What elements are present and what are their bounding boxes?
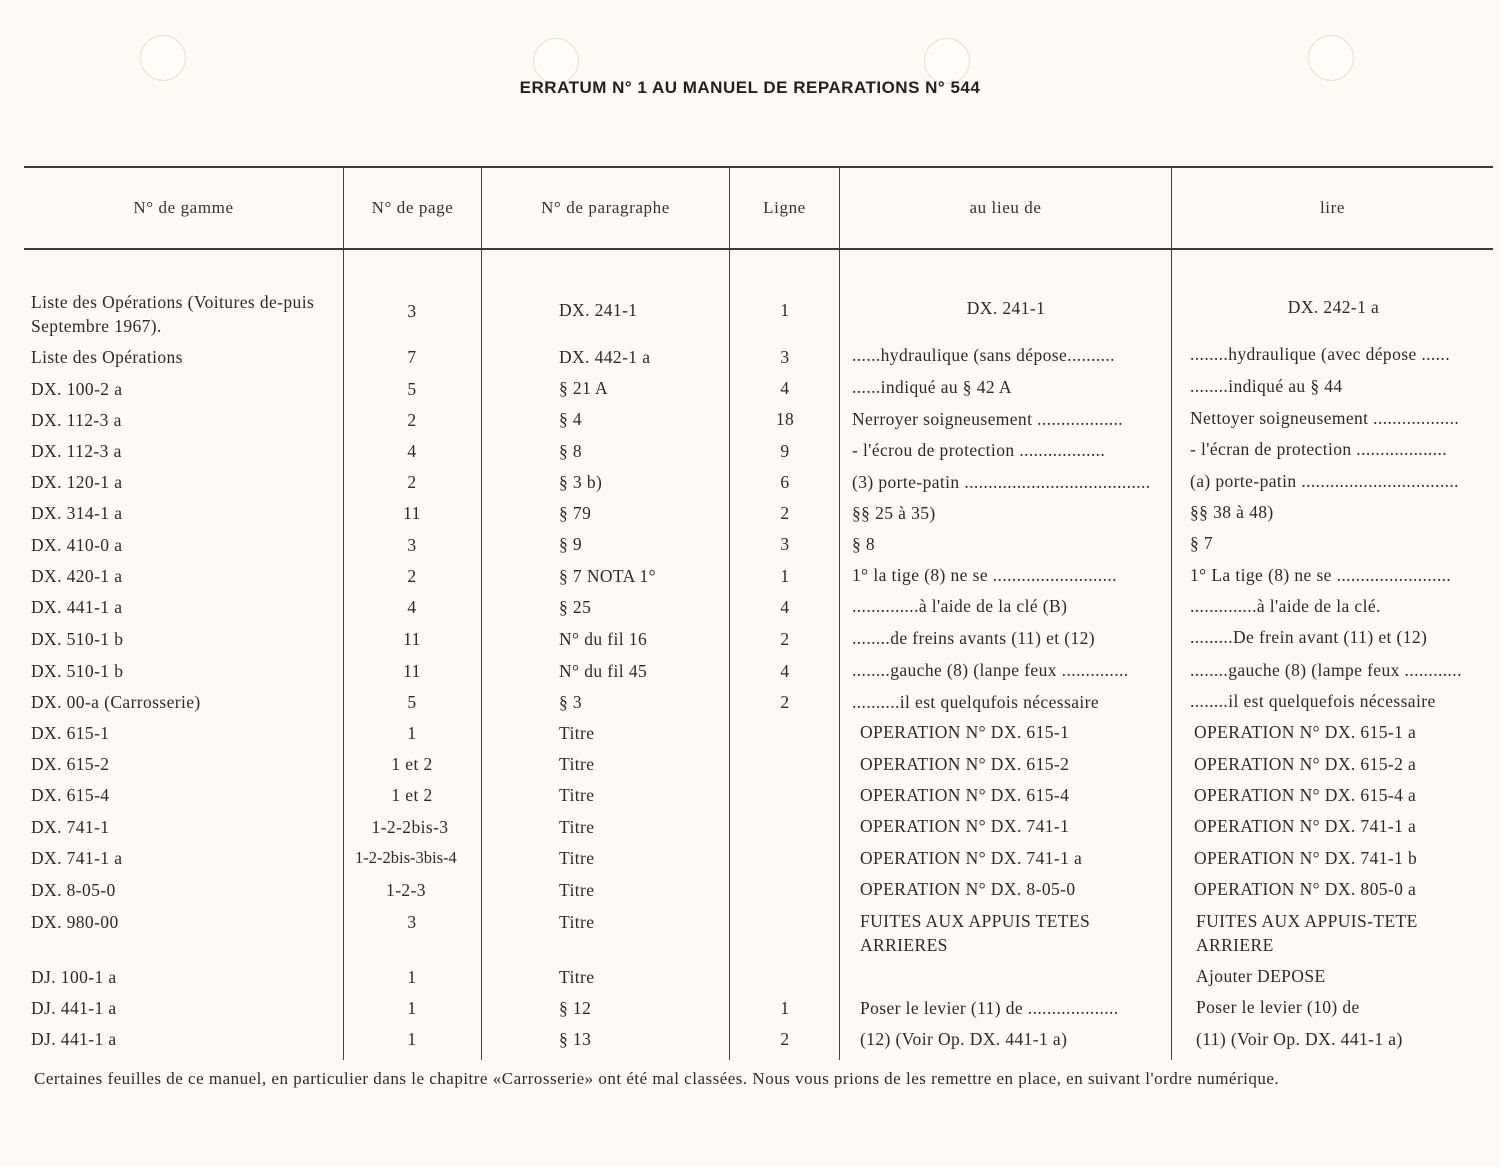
cell-ligne: 4	[780, 378, 790, 398]
cell-page: 1-2-2bis-3	[371, 817, 449, 837]
cell-gamme: DJ. 441-1 a	[31, 998, 117, 1018]
cell-paragraphe: Titre	[559, 880, 595, 900]
cell-gamme: DX. 741-1 a	[31, 848, 123, 868]
cell-au-lieu-de: OPERATION N° DX. 8-05-0	[860, 879, 1076, 899]
cell-au-lieu-de: OPERATION N° DX. 741-1	[860, 816, 1070, 836]
cell-au-lieu-de: Nerroyer soigneusement ..................	[852, 409, 1124, 429]
cell-ligne: 4	[780, 597, 790, 617]
cell-page: 2	[407, 566, 417, 586]
cell-page: 3	[407, 535, 417, 555]
cell-paragraphe: Titre	[559, 848, 595, 868]
cell-page: 11	[403, 661, 421, 681]
cell-au-lieu-de: OPERATION N° DX. 741-1 a	[860, 848, 1083, 868]
cell-au-lieu-de: ........gauche (8) (lanpe feux ..............	[852, 660, 1129, 680]
cell-au-lieu-de: ..............à l'aide de la clé (B)	[852, 596, 1068, 616]
cell-paragraphe: § 25	[559, 597, 592, 617]
cell-paragraphe: § 12	[559, 998, 592, 1018]
cell-au-lieu-de: (12) (Voir Op. DX. 441-1 a)	[860, 1029, 1068, 1049]
cell-page: 3	[407, 301, 417, 321]
cell-lire: §§ 38 à 48)	[1190, 502, 1274, 522]
cell-page: 11	[403, 629, 421, 649]
cell-ligne: 9	[780, 441, 790, 461]
cell-ligne: 4	[780, 661, 790, 681]
cell-paragraphe: § 3 b)	[559, 472, 603, 492]
cell-paragraphe: Titre	[559, 912, 595, 932]
cell-ligne: 3	[780, 347, 790, 367]
cell-ligne: 1	[780, 300, 790, 320]
cell-paragraphe: N° du fil 16	[559, 629, 648, 649]
cell-gamme: DX. 615-4	[31, 785, 110, 805]
cell-paragraphe: § 3	[559, 692, 583, 712]
column-divider	[343, 168, 344, 1060]
cell-paragraphe: § 7 NOTA 1°	[559, 566, 657, 586]
cell-gamme: DX. 615-1	[31, 723, 110, 743]
binder-hole-decoration	[1308, 35, 1354, 81]
cell-lire: Ajouter DEPOSE	[1196, 966, 1326, 986]
cell-page: 7	[407, 347, 417, 367]
cell-lire: .........De frein avant (11) et (12)	[1190, 627, 1428, 647]
column-divider	[839, 168, 840, 1060]
cell-paragraphe: Titre	[559, 785, 595, 805]
cell-lire: ..............à l'aide de la clé.	[1190, 596, 1381, 616]
header-paragraphe: N° de paragraphe	[541, 198, 670, 217]
binder-hole-decoration	[140, 35, 186, 81]
cell-gamme: DX. 120-1 a	[31, 472, 123, 492]
column-divider	[481, 168, 482, 1060]
cell-gamme: DX. 741-1	[31, 817, 110, 837]
cell-paragraphe: N° du fil 45	[559, 661, 648, 681]
cell-page: 11	[403, 503, 421, 523]
cell-page: 3	[407, 912, 417, 932]
cell-au-lieu-de: Poser le levier (11) de ...................	[860, 998, 1119, 1018]
cell-ligne: 2	[780, 629, 790, 649]
cell-ligne: 1	[780, 998, 790, 1018]
cell-page: 4	[407, 597, 417, 617]
cell-au-lieu-de: ........de freins avants (11) et (12)	[852, 628, 1096, 648]
cell-page: 2	[407, 410, 417, 430]
cell-gamme: DJ. 441-1 a	[31, 1029, 117, 1049]
cell-paragraphe: § 21 A	[559, 378, 609, 398]
cell-lire: OPERATION N° DX. 615-1 a	[1194, 722, 1417, 742]
cell-au-lieu-de: OPERATION N° DX. 615-4	[860, 785, 1070, 805]
cell-lire: (a) porte-patin .................................	[1190, 471, 1459, 491]
cell-lire: ........hydraulique (avec dépose ......	[1190, 344, 1451, 364]
cell-page: 1-2-3	[386, 880, 426, 900]
cell-au-lieu-de: 1° la tige (8) ne se ..........................	[852, 565, 1117, 585]
cell-gamme: Liste des Opérations (Voitures de-puis Septembre 1967).	[31, 292, 315, 336]
cell-au-lieu-de: DX. 241-1	[966, 298, 1046, 318]
cell-au-lieu-de: ..........il est quelqufois nécessaire	[852, 692, 1100, 712]
cell-paragraphe: DX. 241-1	[559, 300, 638, 320]
cell-paragraphe: § 4	[559, 409, 583, 429]
cell-gamme: DX. 100-2 a	[31, 379, 123, 399]
cell-ligne: 3	[780, 534, 790, 554]
cell-ligne: 6	[780, 472, 790, 492]
cell-page: 4	[407, 441, 417, 461]
cell-au-lieu-de: § 8	[852, 534, 876, 554]
cell-page: 1 et 2	[391, 754, 433, 774]
cell-au-lieu-de: - l'écrou de protection ..................	[852, 440, 1106, 460]
cell-au-lieu-de: FUITES AUX APPUIS TETES ARRIERES	[860, 911, 1091, 955]
cell-au-lieu-de: ......indiqué au § 42 A	[852, 377, 1012, 397]
cell-gamme: DX. 441-1 a	[31, 597, 123, 617]
cell-lire: Nettoyer soigneusement ..................	[1190, 408, 1460, 428]
cell-au-lieu-de: (3) porte-patin .......................................	[852, 472, 1151, 492]
header-lire: lire	[1319, 198, 1346, 217]
header-ligne: Ligne	[763, 198, 806, 217]
cell-paragraphe: DX. 442-1 a	[559, 347, 651, 367]
header-bottom-rule	[24, 248, 1493, 250]
cell-gamme: DX. 510-1 b	[31, 629, 124, 649]
cell-page: 1	[407, 998, 417, 1018]
cell-gamme: DX. 112-3 a	[31, 441, 122, 461]
cell-page: 1-2-2bis-3bis-4	[355, 848, 457, 867]
cell-page: 1	[407, 967, 417, 987]
cell-lire: OPERATION N° DX. 741-1 a	[1194, 816, 1417, 836]
footer-note: Certaines feuilles de ce manuel, en particulier dans le chapitre «Carrosserie» ont été mal classées. Nous vous prions de les remettre en place, en suivant l'ordre numérique.	[34, 1069, 1280, 1088]
cell-paragraphe: § 13	[559, 1029, 592, 1049]
cell-page: 1 et 2	[391, 785, 433, 805]
cell-lire: OPERATION N° DX. 615-4 a	[1194, 785, 1417, 805]
column-divider	[729, 168, 730, 1060]
cell-lire: ........indiqué au § 44	[1190, 376, 1343, 396]
cell-ligne: 2	[780, 503, 790, 523]
cell-paragraphe: § 79	[559, 503, 592, 523]
cell-ligne: 1	[780, 566, 790, 586]
cell-ligne: 2	[780, 692, 790, 712]
cell-gamme: DX. 314-1 a	[31, 503, 123, 523]
cell-lire: OPERATION N° DX. 615-2 a	[1194, 754, 1417, 774]
cell-paragraphe: Titre	[559, 967, 595, 987]
cell-paragraphe: § 9	[559, 534, 583, 554]
cell-lire: 1° La tige (8) ne se ........................	[1190, 565, 1452, 585]
cell-lire: Poser le levier (10) de	[1196, 997, 1360, 1017]
cell-gamme: DX. 8-05-0	[31, 880, 116, 900]
header-au-lieu-de: au lieu de	[969, 198, 1042, 217]
cell-lire: OPERATION N° DX. 741-1 b	[1194, 848, 1418, 868]
cell-au-lieu-de: OPERATION N° DX. 615-2	[860, 754, 1070, 774]
cell-gamme: DX. 615-2	[31, 754, 110, 774]
header-gamme: N° de gamme	[133, 198, 234, 217]
cell-lire: - l'écran de protection ...................	[1190, 439, 1448, 459]
cell-ligne: 2	[780, 1029, 790, 1049]
header-page: N° de page	[371, 198, 454, 217]
cell-page: 1	[407, 723, 417, 743]
cell-gamme: DX. 410-0 a	[31, 535, 123, 555]
cell-gamme: DX. 980-00	[31, 912, 119, 932]
cell-paragraphe: § 8	[559, 441, 583, 461]
cell-lire: DX. 242-1 a	[1287, 297, 1380, 317]
cell-page: 5	[407, 379, 417, 399]
cell-lire: ........gauche (8) (lampe feux ............	[1190, 660, 1462, 680]
cell-lire: (11) (Voir Op. DX. 441-1 a)	[1196, 1029, 1403, 1049]
document-title: ERRATUM N° 1 AU MANUEL DE REPARATIONS N° 544	[519, 78, 981, 97]
cell-gamme: DX. 420-1 a	[31, 566, 123, 586]
cell-page: 5	[407, 692, 417, 712]
cell-lire: FUITES AUX APPUIS-TETE ARRIERE	[1196, 911, 1418, 955]
cell-ligne: 18	[775, 409, 795, 429]
cell-lire: § 7	[1190, 533, 1214, 553]
cell-lire: OPERATION N° DX. 805-0 a	[1194, 879, 1417, 899]
cell-gamme: DX. 510-1 b	[31, 661, 124, 681]
cell-page: 2	[407, 472, 417, 492]
cell-lire: ........il est quelquefois nécessaire	[1190, 691, 1436, 711]
cell-gamme: Liste des Opérations	[31, 347, 183, 367]
cell-gamme: DX. 00-a (Carrosserie)	[31, 692, 201, 712]
cell-au-lieu-de: OPERATION N° DX. 615-1	[860, 722, 1070, 742]
cell-gamme: DJ. 100-1 a	[31, 967, 117, 987]
cell-paragraphe: Titre	[559, 817, 595, 837]
cell-paragraphe: Titre	[559, 723, 595, 743]
cell-gamme: DX. 112-3 a	[31, 410, 122, 430]
cell-paragraphe: Titre	[559, 754, 595, 774]
cell-au-lieu-de: ......hydraulique (sans dépose..........	[852, 345, 1115, 365]
cell-au-lieu-de: §§ 25 à 35)	[852, 503, 936, 523]
cell-page: 1	[407, 1029, 417, 1049]
